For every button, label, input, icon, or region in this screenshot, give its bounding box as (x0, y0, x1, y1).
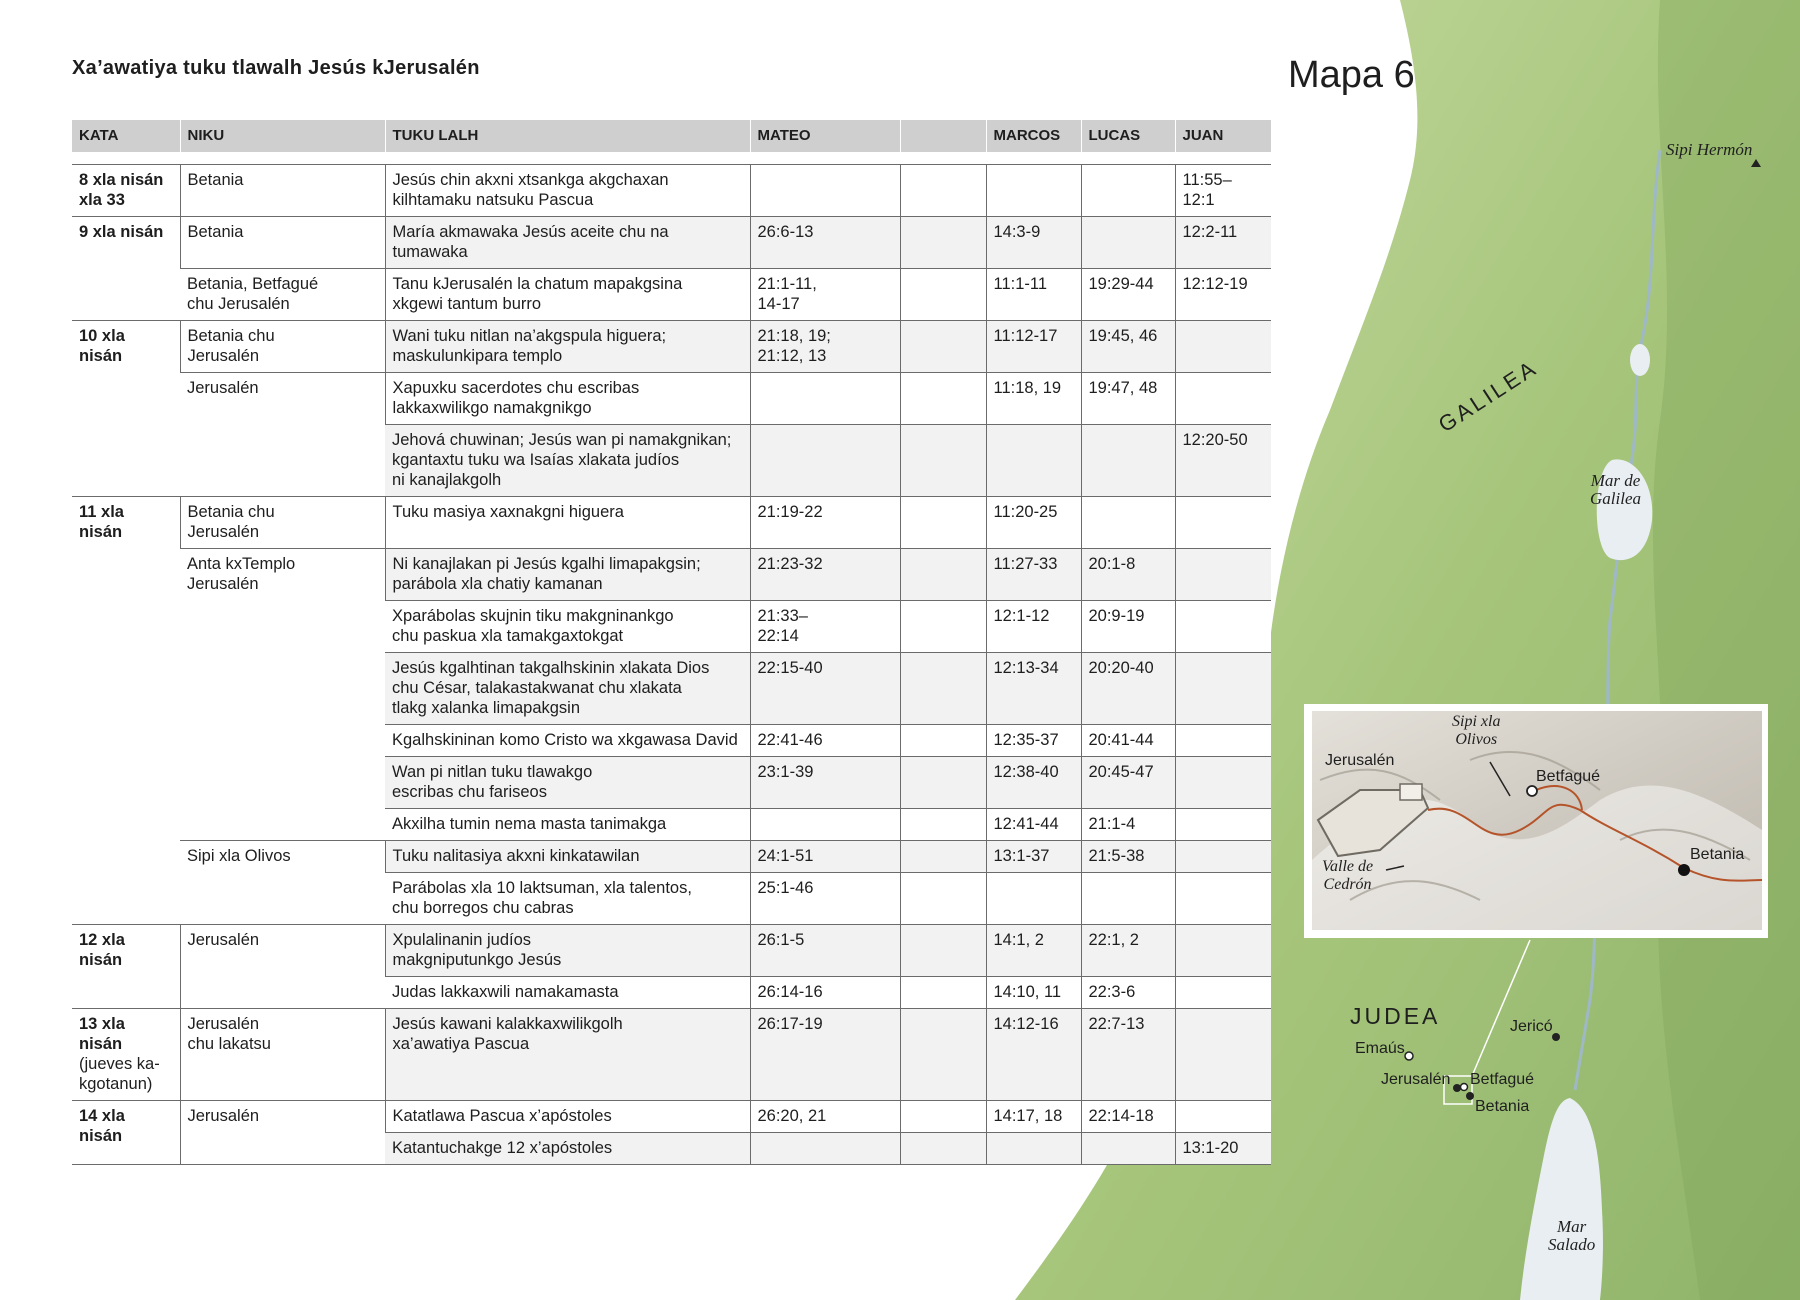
mateo-cell (750, 217, 900, 269)
spacer-cell (900, 809, 986, 841)
date-cell (72, 1101, 180, 1165)
lucas-cell-text: 20:20-40 (1088, 659, 1154, 677)
juan-cell (1175, 549, 1271, 601)
spacer-cell (900, 269, 986, 321)
column-header: MARCOS (986, 120, 1081, 152)
event-cell (385, 653, 750, 725)
header-gap-row (72, 152, 1271, 165)
event-cell-text: Jesús kgalhtinan takgalhskinin xlakata Dios chu César, talakastakwanat chu xlakata tlakg xalanka limapakgsin (392, 659, 710, 717)
mateo-cell (750, 1009, 900, 1101)
lucas-cell (1081, 725, 1175, 757)
header-gap-cell (72, 152, 1271, 165)
marcos-cell-text: 12:38-40 (993, 763, 1059, 781)
label-betfague: Betfagué (1470, 1071, 1535, 1088)
marcos-cell-text: 11:20-25 (993, 503, 1058, 521)
lucas-cell-text: 20:45-47 (1088, 763, 1154, 781)
lucas-cell (1081, 269, 1175, 321)
juan-cell-text: 13:1-20 (1182, 1139, 1239, 1157)
label-emaus: Emaús (1355, 1040, 1405, 1057)
inset-label-cedron: Valle de Cedrón (1322, 858, 1374, 893)
spacer-cell (900, 373, 986, 425)
hill-shade (1653, 0, 1800, 1300)
page-title: Xa’awatiya tuku tlawalh Jesús kJerusalén (72, 57, 480, 79)
date-text: 9 xla nisán (79, 223, 164, 241)
lake-huleh (1630, 344, 1650, 376)
date-cell (72, 217, 180, 321)
mateo-cell (750, 925, 900, 977)
event-cell-text: Jehová chuwinan; Jesús wan pi namakgnikan; kgantaxtu tuku wa Isaías xlakata judíos ni kanajlakgolh (392, 431, 732, 489)
lucas-cell-text: 22:14-18 (1088, 1107, 1154, 1125)
marcos-cell (986, 165, 1081, 217)
event-cell (385, 497, 750, 549)
mateo-cell (750, 425, 900, 497)
lucas-cell (1081, 373, 1175, 425)
inset-label-jerusalen: Jerusalén (1325, 752, 1395, 769)
mateo-cell-text: 23:1-39 (757, 763, 814, 781)
lucas-cell-text: 21:1-4 (1088, 815, 1136, 833)
event-cell (385, 549, 750, 601)
juan-cell (1175, 321, 1271, 373)
event-cell (385, 321, 750, 373)
place-cell-text: Betania (187, 223, 244, 241)
lucas-cell (1081, 873, 1175, 925)
mateo-cell-text: 25:1-46 (757, 879, 814, 897)
spacer-cell (900, 321, 986, 373)
juan-cell (1175, 809, 1271, 841)
mateo-cell-text: 26:20, 21 (757, 1107, 827, 1125)
mateo-cell (750, 1133, 900, 1165)
place-cell-text: Betania (187, 171, 244, 189)
mateo-cell (750, 269, 900, 321)
event-cell (385, 1009, 750, 1101)
lucas-cell (1081, 497, 1175, 549)
lucas-cell (1081, 757, 1175, 809)
label-hermon: Sipi Hermón (1666, 140, 1753, 159)
date-text: 14 xla nisán (79, 1107, 125, 1145)
lucas-cell-text: 22:3-6 (1088, 983, 1136, 1001)
table-row (72, 321, 1271, 373)
lucas-cell (1081, 165, 1175, 217)
event-cell (385, 925, 750, 977)
event-cell-text: Katatlawa Pascua x’apóstoles (392, 1107, 612, 1125)
table-body (72, 152, 1271, 1165)
marcos-cell (986, 497, 1081, 549)
event-cell-text: Katantuchakge 12 x’apóstoles (392, 1139, 613, 1157)
date-cell (72, 165, 180, 217)
marcos-cell-text: 11:12-17 (993, 327, 1058, 345)
mateo-cell (750, 549, 900, 601)
mateo-cell-text: 21:18, 19; 21:12, 13 (757, 327, 831, 365)
juan-cell-text: 12:20-50 (1182, 431, 1248, 449)
event-cell (385, 1133, 750, 1165)
marcos-cell-text: 13:1-37 (993, 847, 1050, 865)
temple-sketch (1400, 784, 1422, 800)
juan-cell (1175, 425, 1271, 497)
juan-cell-text: 12:2-11 (1182, 223, 1238, 241)
event-cell-text: Kgalhskininan komo Cristo wa xkgawasa David (392, 731, 738, 749)
marcos-cell-text: 14:3-9 (993, 223, 1041, 241)
event-cell-text: Tuku masiya xaxnakgni higuera (392, 503, 624, 521)
mateo-cell (750, 873, 900, 925)
event-cell (385, 725, 750, 757)
event-cell-text: Jesús kawani kalakkaxwilikgolh xa’awatiya Pascua (392, 1015, 623, 1053)
mateo-cell (750, 601, 900, 653)
spacer-cell (900, 977, 986, 1009)
event-cell (385, 1101, 750, 1133)
mateo-cell (750, 165, 900, 217)
spacer-cell (900, 497, 986, 549)
spacer-cell (900, 165, 986, 217)
marcos-cell (986, 809, 1081, 841)
event-cell-text: Xpulalinanin judíos makgniputunkgo Jesús (392, 931, 562, 969)
place-cell-text: Jerusalén chu lakatsu (187, 1015, 271, 1053)
lucas-cell (1081, 925, 1175, 977)
marcos-cell-text: 14:1, 2 (993, 931, 1044, 949)
place-cell-text: Betania chu Jerusalén (187, 503, 275, 541)
mateo-cell (750, 373, 900, 425)
marcos-cell (986, 1101, 1081, 1133)
label-jerusalen: Jerusalén (1381, 1071, 1451, 1088)
place-cell (180, 373, 385, 497)
label-sea-of-galilee: Mar de Galilea (1590, 471, 1641, 508)
place-cell (180, 269, 385, 321)
place-cell-text: Anta kxTemplo Jerusalén (187, 555, 296, 593)
place-cell (180, 549, 385, 841)
table-row (72, 269, 1271, 321)
event-cell-text: Tanu kJerusalén la chatum mapakgsina xkgewi tantum burro (392, 275, 683, 313)
inset-betania-marker (1678, 864, 1690, 876)
spacer-cell (900, 425, 986, 497)
place-cell-text: Sipi xla Olivos (187, 847, 291, 865)
lucas-cell-text: 22:7-13 (1088, 1015, 1145, 1033)
marcos-cell-text: 12:41-44 (993, 815, 1059, 833)
label-judea: JUDEA (1350, 1003, 1441, 1029)
events-table-container (72, 120, 1271, 1165)
inset-betfague-marker (1527, 786, 1537, 796)
mateo-cell (750, 809, 900, 841)
place-cell (180, 165, 385, 217)
place-cell (180, 841, 385, 925)
marcos-cell-text: 12:13-34 (993, 659, 1059, 677)
marcos-cell (986, 757, 1081, 809)
spacer-cell (900, 549, 986, 601)
mateo-cell-text: 22:41-46 (757, 731, 823, 749)
marcos-cell-text: 14:12-16 (993, 1015, 1059, 1033)
juan-cell (1175, 165, 1271, 217)
event-cell (385, 757, 750, 809)
mateo-cell (750, 653, 900, 725)
map-title: Mapa 6 (1288, 54, 1415, 96)
event-cell-text: Ni kanajlakan pi Jesús kgalhi limapakgsin; parábola xla chatiy kamanan (392, 555, 701, 593)
date-text: 13 xla nisán (79, 1015, 125, 1053)
spacer-cell (900, 217, 986, 269)
spacer-cell (900, 601, 986, 653)
marcos-cell-text: 11:27-33 (993, 555, 1058, 573)
lucas-cell (1081, 321, 1175, 373)
event-cell (385, 373, 750, 425)
marcos-cell (986, 321, 1081, 373)
place-cell-text: Jerusalén (187, 931, 260, 949)
juan-cell-text: 12:12-19 (1182, 275, 1248, 293)
place-cell (180, 925, 385, 1009)
lucas-cell (1081, 1009, 1175, 1101)
marcos-cell (986, 1133, 1081, 1165)
place-cell-text: Jerusalén (187, 1107, 260, 1125)
place-cell-text: Jerusalén (187, 379, 259, 397)
marcos-cell-text: 11:18, 19 (993, 379, 1062, 397)
events-table (72, 120, 1271, 1165)
event-cell (385, 809, 750, 841)
event-cell (385, 841, 750, 873)
event-cell (385, 977, 750, 1009)
spacer-cell (900, 841, 986, 873)
mateo-cell-text: 21:23-32 (757, 555, 823, 573)
table-row (72, 841, 1271, 873)
label-dead-sea: Mar Salado (1548, 1217, 1596, 1254)
table-row (72, 373, 1271, 425)
mateo-cell (750, 725, 900, 757)
mateo-cell-text: 22:15-40 (757, 659, 823, 677)
inset-label-olivos: Sipi xla Olivos (1452, 713, 1501, 748)
marcos-cell-text: 14:10, 11 (993, 983, 1062, 1001)
spacer-cell (900, 653, 986, 725)
marcos-cell (986, 549, 1081, 601)
event-cell-text: Parábolas xla 10 laktsuman, xla talentos, chu borregos chu cabras (392, 879, 692, 917)
lucas-cell-text: 19:45, 46 (1088, 327, 1158, 345)
juan-cell (1175, 925, 1271, 977)
mateo-cell (750, 321, 900, 373)
juan-cell (1175, 725, 1271, 757)
date-cell (72, 321, 180, 497)
juan-cell (1175, 497, 1271, 549)
juan-cell (1175, 841, 1271, 873)
marcos-cell (986, 373, 1081, 425)
event-cell (385, 269, 750, 321)
lucas-cell-text: 20:9-19 (1088, 607, 1145, 625)
inset-label-betania: Betania (1690, 846, 1745, 863)
date-text: 10 xla nisán (79, 327, 125, 365)
mateo-cell-text: 26:14-16 (757, 983, 823, 1001)
event-cell (385, 601, 750, 653)
marcos-cell-text: 14:17, 18 (993, 1107, 1063, 1125)
lucas-cell (1081, 977, 1175, 1009)
marcos-cell (986, 841, 1081, 873)
mateo-cell-text: 26:6-13 (757, 223, 814, 241)
mateo-cell-text: 26:1-5 (757, 931, 805, 949)
table-row (72, 1101, 1271, 1133)
event-cell-text: María akmawaka Jesús aceite chu na tumawaka (392, 223, 669, 261)
lucas-cell (1081, 1101, 1175, 1133)
inset-label-betfague: Betfagué (1536, 768, 1601, 785)
lucas-cell (1081, 549, 1175, 601)
marcos-cell (986, 977, 1081, 1009)
event-cell-text: Judas lakkaxwili namakamasta (392, 983, 619, 1001)
marcos-cell (986, 925, 1081, 977)
marcos-cell (986, 653, 1081, 725)
column-header: TUKU LALH (385, 120, 750, 152)
table-header-row (72, 120, 1271, 152)
date-cell (72, 925, 180, 1009)
marcos-cell (986, 1009, 1081, 1101)
label-jerico: Jericó (1510, 1018, 1553, 1035)
marcos-cell-text: 12:35-37 (993, 731, 1059, 749)
lucas-cell-text: 22:1, 2 (1088, 931, 1139, 949)
column-header (900, 120, 986, 152)
mateo-cell (750, 757, 900, 809)
mateo-cell-text: 21:1-11, 14-17 (757, 275, 817, 313)
lucas-cell (1081, 425, 1175, 497)
juan-cell (1175, 373, 1271, 425)
spacer-cell (900, 1133, 986, 1165)
event-cell-text: Xparábolas skujnin tiku makgninankgo chu paskua xla tamakgaxtokgat (392, 607, 674, 645)
table-row (72, 497, 1271, 549)
event-cell-text: Wani tuku nitlan na’akgspula higuera; maskulunkipara templo (392, 327, 667, 365)
mateo-cell (750, 977, 900, 1009)
mateo-cell-text: 21:33– 22:14 (757, 607, 808, 645)
lucas-cell-text: 21:5-38 (1088, 847, 1145, 865)
lucas-cell-text: 20:1-8 (1088, 555, 1136, 573)
juan-cell (1175, 1133, 1271, 1165)
juan-cell (1175, 1101, 1271, 1133)
mateo-cell-text: 26:17-19 (757, 1015, 823, 1033)
lucas-cell-text: 20:41-44 (1088, 731, 1154, 749)
juan-cell (1175, 757, 1271, 809)
event-cell (385, 165, 750, 217)
marcos-cell-text: 11:1-11 (993, 275, 1048, 293)
column-header: NIKU (180, 120, 385, 152)
place-cell-text: Betania chu Jerusalén (187, 327, 275, 365)
spacer-cell (900, 925, 986, 977)
betania-marker (1466, 1092, 1474, 1100)
lucas-cell (1081, 841, 1175, 873)
date-text: 12 xla nisán (79, 931, 125, 969)
event-cell-text: Akxilha tumin nema masta tanimakga (392, 815, 667, 833)
place-cell (180, 497, 385, 549)
mateo-cell-text: 21:19-22 (757, 503, 823, 521)
juan-cell (1175, 977, 1271, 1009)
date-text: 11 xla nisán (79, 503, 124, 541)
event-cell-text: Tuku nalitasiya akxni kinkatawilan (392, 847, 640, 865)
marcos-cell (986, 601, 1081, 653)
event-cell (385, 873, 750, 925)
betfague-marker (1461, 1084, 1468, 1091)
lucas-cell (1081, 809, 1175, 841)
event-cell-text: Xapuxku sacerdotes chu escribas lakkaxwilikgo namakgnikgo (392, 379, 640, 417)
event-cell-text: Jesús chin akxni xtsankga akgchaxan kilhtamaku natsuku Pascua (392, 171, 669, 209)
spacer-cell (900, 873, 986, 925)
lucas-cell (1081, 601, 1175, 653)
label-galilea: GALILEA (1433, 354, 1542, 438)
jerico-marker (1552, 1033, 1560, 1041)
juan-cell (1175, 217, 1271, 269)
spacer-cell (900, 1009, 986, 1101)
juan-cell (1175, 269, 1271, 321)
place-cell (180, 217, 385, 269)
event-cell-text: Wan pi nitlan tuku tlawakgo escribas chu fariseos (392, 763, 593, 801)
lucas-cell (1081, 1133, 1175, 1165)
marcos-cell (986, 269, 1081, 321)
marcos-cell (986, 425, 1081, 497)
juan-cell (1175, 653, 1271, 725)
date-cell (72, 1009, 180, 1101)
juan-cell (1175, 601, 1271, 653)
date-cell (72, 497, 180, 925)
jerusalen-marker (1453, 1084, 1461, 1092)
column-header: LUCAS (1081, 120, 1175, 152)
mateo-cell (750, 841, 900, 873)
juan-cell (1175, 1009, 1271, 1101)
marcos-cell (986, 217, 1081, 269)
lucas-cell (1081, 653, 1175, 725)
column-header: KATA (72, 120, 180, 152)
event-cell (385, 217, 750, 269)
mateo-cell (750, 1101, 900, 1133)
marcos-cell (986, 873, 1081, 925)
table-row (72, 925, 1271, 977)
table-row (72, 165, 1271, 217)
spacer-cell (900, 1101, 986, 1133)
marcos-cell-text: 12:1-12 (993, 607, 1050, 625)
lucas-cell-text: 19:47, 48 (1088, 379, 1158, 397)
column-header: MATEO (750, 120, 900, 152)
marcos-cell (986, 725, 1081, 757)
lucas-cell-text: 19:29-44 (1088, 275, 1154, 293)
emaus-marker (1405, 1052, 1413, 1060)
date-note: (jueves ka- kgotanun) (79, 1055, 160, 1093)
place-cell (180, 321, 385, 373)
mateo-cell-text: 24:1-51 (757, 847, 814, 865)
mateo-cell (750, 497, 900, 549)
juan-cell-text: 11:55– 12:1 (1182, 171, 1232, 209)
spacer-cell (900, 725, 986, 757)
place-cell (180, 1009, 385, 1101)
event-cell (385, 425, 750, 497)
lucas-cell (1081, 217, 1175, 269)
place-cell (180, 1101, 385, 1165)
table-row (72, 217, 1271, 269)
table-row (72, 549, 1271, 601)
place-cell-text: Betania, Betfagué chu Jerusalén (187, 275, 319, 313)
label-betania: Betania (1475, 1098, 1530, 1115)
date-text: 8 xla nisán xla 33 (79, 171, 164, 209)
spacer-cell (900, 757, 986, 809)
table-row (72, 1009, 1271, 1101)
column-header: JUAN (1175, 120, 1271, 152)
juan-cell (1175, 873, 1271, 925)
